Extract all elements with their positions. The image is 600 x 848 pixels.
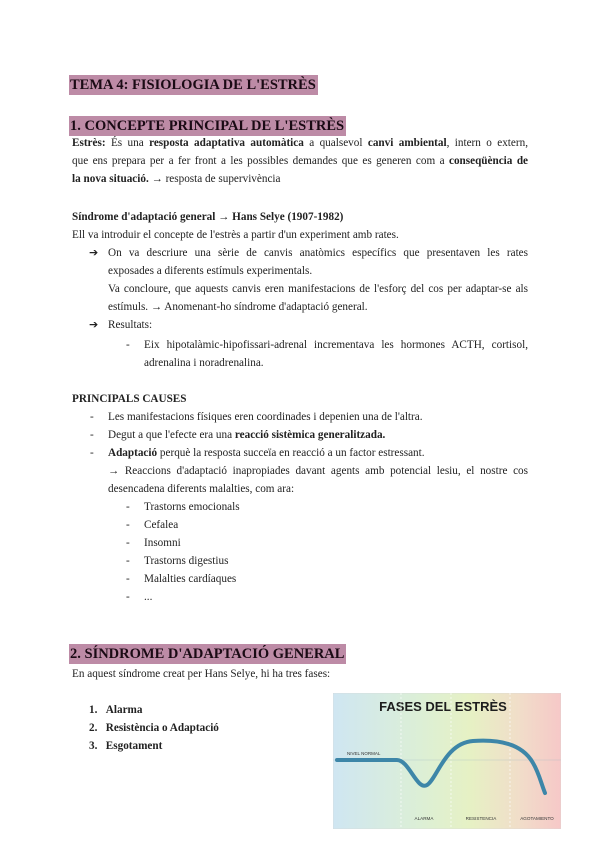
arrow-bullet-icon: ➔ — [89, 246, 99, 259]
stress-definition-line-2: que ens prepara per a fer front a les possibles demandes que es generen com a conseqüència de — [72, 155, 528, 167]
x-label: RESISTENCIA — [465, 816, 497, 821]
phase-item: 2. Resistència o Adaptació — [89, 722, 219, 734]
results-label: Resultats: — [108, 319, 153, 331]
cause-3-line-2: → Reaccions d'adaptació inapropiades davant agents amb potencial lesiu, el nostre cos — [108, 465, 528, 477]
bullet-1-line-2: exposades a diferents estímuls experimentals. — [108, 265, 313, 277]
dash-bullet: - — [126, 537, 130, 549]
disease-item: Malalties cardíaques — [144, 573, 237, 585]
disease-item: ... — [144, 591, 153, 603]
disease-item: Cefalea — [144, 519, 179, 531]
bullet-1-line-1: On va descriure una sèrie de canvis anatòmics específics que presentaven les rates — [108, 247, 528, 259]
dash-bullet: - — [126, 519, 130, 531]
dash-bullet: - — [126, 501, 130, 513]
x-label: AGOTAMIENTO — [520, 816, 554, 821]
stress-definition-line-1: Estrès: És una resposta adaptativa automàtica a qualsevol canvi ambiental, intern o extern, — [72, 137, 528, 149]
dash-bullet: - — [90, 429, 94, 441]
selye-intro: Ell va introduir el concepte de l'estrès a partir d'un experiment amb rates. — [72, 229, 399, 241]
disease-item: Trastorns emocionals — [144, 501, 240, 513]
result-line-1: Eix hipotalàmic-hipofissari-adrenal incrementava les hormones ACTH, cortisol, — [144, 339, 528, 351]
disease-item: Trastorns digestius — [144, 555, 229, 567]
bullet-1-line-4: estímuls. → Anomenant-ho síndrome d'adaptació general. — [108, 301, 368, 313]
disease-item: Insomni — [144, 537, 181, 549]
bullet-1-line-3: Va concloure, que aquests canvis eren manifestacions de l'esforç del cos per adaptar-se als — [108, 283, 528, 295]
baseline-label: NIVEL NORMAL — [347, 751, 381, 756]
stress-definition-line-3: la nova situació. → resposta de supervivència — [72, 173, 281, 185]
section-2-intro: En aquest síndrome creat per Hans Selye, hi ha tres fases: — [72, 668, 331, 680]
result-line-2: adrenalina i noradrenalina. — [144, 357, 264, 369]
phase-item: 1. Alarma — [89, 704, 143, 716]
section-2-heading: 2. SÍNDROME D'ADAPTACIÓ GENERAL — [70, 646, 345, 662]
page-title: TEMA 4: FISIOLOGIA DE L'ESTRÈS — [70, 77, 316, 93]
dash-bullet: - — [90, 447, 94, 459]
dash-bullet: - — [126, 591, 130, 603]
dash-bullet: - — [126, 339, 130, 351]
stress-phases-figure — [333, 693, 561, 829]
baseline-label: DE RESISTENCIA — [347, 757, 385, 762]
cause-3: Adaptació perquè la resposta succeïa en reacció a un factor estressant. — [108, 447, 425, 459]
figure-title: FASES DEL ESTRÈS — [379, 699, 507, 714]
x-label: ALARMA — [414, 816, 434, 821]
section-1-heading: 1. CONCEPTE PRINCIPAL DE L'ESTRÈS — [70, 118, 345, 134]
causes-heading: PRINCIPALS CAUSES — [72, 393, 187, 405]
selye-subheading: Síndrome d'adaptació general → Hans Selye (1907-1982) — [72, 211, 344, 223]
dash-bullet: - — [126, 555, 130, 567]
arrow-bullet-icon: ➔ — [89, 318, 99, 331]
cause-3-line-3: desencadena diferents malalties, com ara: — [108, 483, 295, 495]
phase-item: 3. Esgotament — [89, 740, 163, 752]
dash-bullet: - — [126, 573, 130, 585]
cause-1: Les manifestacions físiques eren coordinades i depenien una de l'altra. — [108, 411, 423, 423]
cause-2: Degut a que l'efecte era una reacció sistèmica generalitzada. — [108, 429, 386, 441]
dash-bullet: - — [90, 411, 94, 423]
